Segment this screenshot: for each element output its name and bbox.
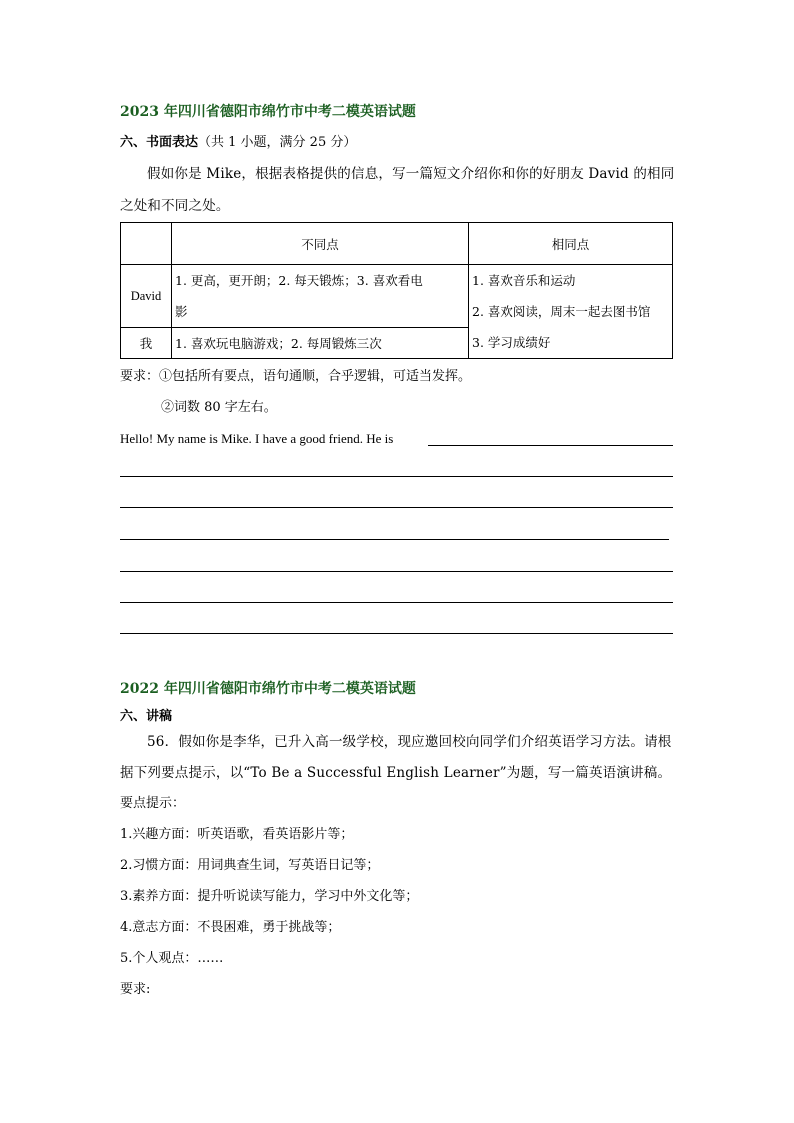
similarity-item: 2. 喜欢阅读，周末一起去图书馆 xyxy=(472,304,651,319)
david-diff-line-2: 影 xyxy=(175,304,188,319)
similarities-cell xyxy=(469,265,673,359)
requirement-1: 要求：①包括所有要点，语句通顺，合乎逻辑，可适当发挥。 xyxy=(120,369,472,384)
exam-title-2023: 2023 年四川省德阳市绵竹市中考二模英语试题 xyxy=(120,104,416,120)
section-heading-2022: 六、讲稿 xyxy=(120,709,173,724)
point-item: 5.个人观点：…… xyxy=(120,951,224,966)
answer-blank-line[interactable] xyxy=(120,571,673,572)
section-heading-2023 xyxy=(120,134,356,152)
point-item: 3.素养方面：提升听说读写能力，学习中外文化等； xyxy=(120,889,419,904)
requirement-label-2022: 要求: xyxy=(120,982,151,997)
exam-title-2022: 2022 年四川省德阳市绵竹市中考二模英语试题 xyxy=(120,681,416,697)
prompt-2022-line-1: 56．假如你是李华，已升入高一级学校，现应邀回校向同学们介绍英语学习方法。请根 xyxy=(147,734,672,750)
section-label: 六、书面表达 xyxy=(120,135,199,150)
section-note: （共 1 小题，满分 25 分） xyxy=(198,135,357,150)
answer-blank-line[interactable] xyxy=(120,539,669,540)
me-differences: 1. 喜欢玩电脑游戏；2. 每周锻炼三次 xyxy=(172,328,469,359)
point-item: 1.兴趣方面：听英语歌，看英语影片等； xyxy=(120,827,354,842)
row-label-david: David xyxy=(121,265,172,328)
prompt-2022-line-2: 据下列要点提示，以“To Be a Successful English Learner”为题，写一篇英语演讲稿。 xyxy=(120,765,672,781)
answer-start-text: Hello! My name is Mike. I have a good friend. He is xyxy=(120,431,394,446)
answer-blank-line[interactable] xyxy=(120,602,673,603)
david-differences xyxy=(172,265,469,328)
requirement-2: ②词数 80 字左右。 xyxy=(161,400,277,415)
points-label: 要点提示： xyxy=(120,796,186,811)
answer-blank-line[interactable] xyxy=(428,445,673,446)
table-corner-cell xyxy=(121,223,172,265)
comparison-table xyxy=(120,222,673,359)
point-item: 2.习惯方面：用词典查生词，写英语日记等； xyxy=(120,858,380,873)
david-diff-line-1: 1. 更高，更开朗；2. 每天锻炼；3. 喜欢看电 xyxy=(175,273,423,288)
answer-blank-line[interactable] xyxy=(120,476,673,477)
prompt-line-2: 之处和不同之处。 xyxy=(120,198,230,214)
header-similarities: 相同点 xyxy=(469,223,673,265)
answer-blank-line[interactable] xyxy=(120,507,673,508)
point-item: 4.意志方面：不畏困难，勇于挑战等； xyxy=(120,920,341,935)
similarity-item: 3. 学习成绩好 xyxy=(472,335,551,350)
similarity-item: 1. 喜欢音乐和运动 xyxy=(472,273,576,288)
answer-blank-line[interactable] xyxy=(120,633,673,634)
prompt-line-1: 假如你是 Mike，根据表格提供的信息，写一篇短文介绍你和你的好朋友 David 的相同 xyxy=(147,166,675,182)
header-differences: 不同点 xyxy=(172,223,469,265)
row-label-me: 我 xyxy=(121,328,172,359)
